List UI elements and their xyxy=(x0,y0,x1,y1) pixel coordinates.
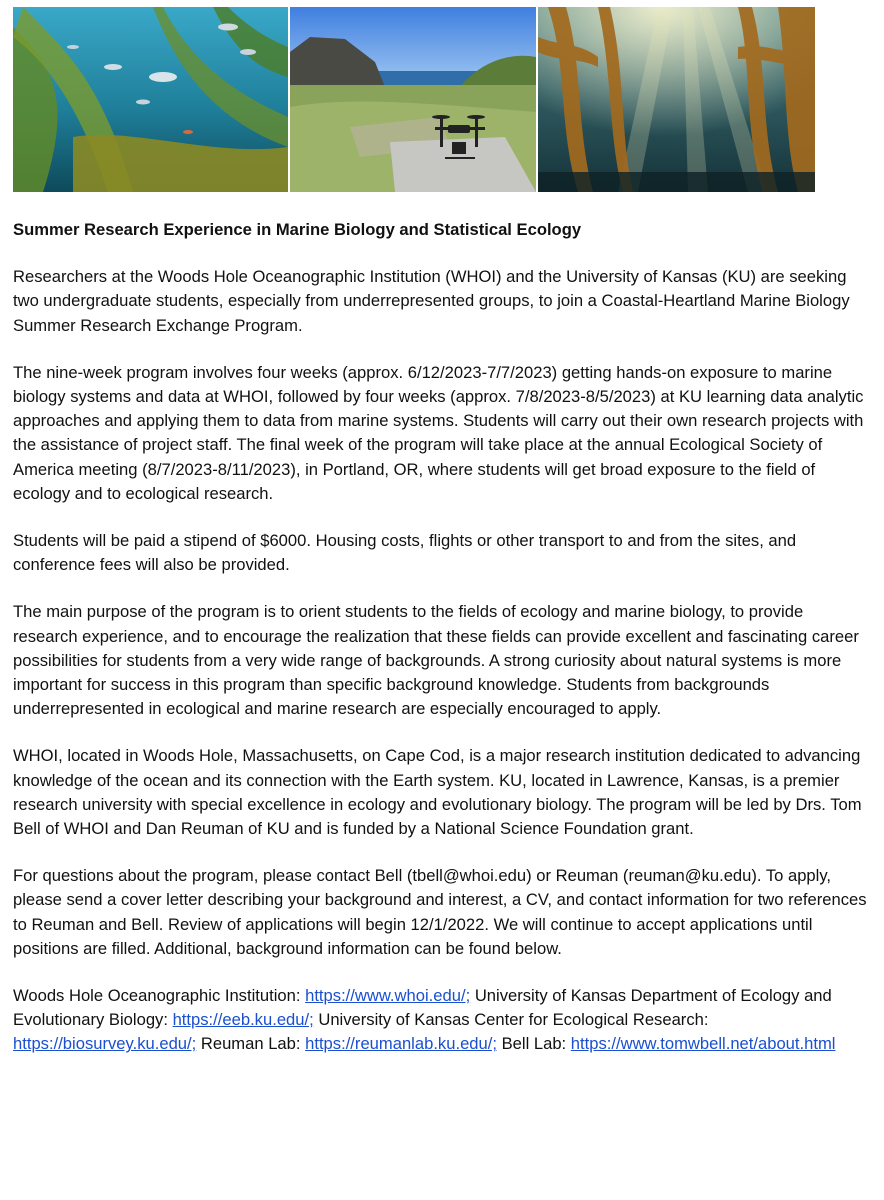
paragraph-stipend: Students will be paid a stipend of $6000. Housing costs, flights or other transport to and from the sites, and conference fees will also be provided. xyxy=(13,531,797,575)
link-bell-lab[interactable]: https://www.tomwbell.net/about.html xyxy=(570,1034,836,1054)
link-whoi[interactable]: https://www.whoi.edu/; xyxy=(305,986,471,1006)
links-paragraph xyxy=(13,984,871,1057)
kelp-forest-fish-photo xyxy=(13,7,288,192)
kelp-forest-sunrays-photo xyxy=(538,7,815,192)
paragraph-program-schedule: The nine-week program involves four weeks (approx. 6/12/2023-7/7/2023) getting hands-on exposure to marine biology systems and data at WHOI, followed by four weeks (approx. 7/8/2023-8/5/2023) at KU learning data analytic approaches and applying them to data from marine systems. Students will carry out their own research projects with the assistance of project staff. The final week of the program will take place at the annual Ecological Society of America meeting (8/7/2023-8/11/2023), in Portland, OR, where students will get broad exposure to the field of ecology and to ecological research. xyxy=(13,362,864,503)
paragraph-how-to-apply: For questions about the program, please contact Bell (tbell@whoi.edu) or Reuman (reuman@ku.edu). To apply, please send a cover letter describing your background and interest, a CV, and contact information for two references to Reuman and Bell. Review of applications will begin 12/1/2022. We will continue to accept applications until positions are filled. Additional, background information can be found below. xyxy=(13,866,867,958)
document-title: Summer Research Experience in Marine Biology and Statistical Ecology xyxy=(13,220,582,239)
links-text: Reuman Lab: xyxy=(196,1034,306,1054)
links-text: University of Kansas Department of Ecology and Evolutionary Biology: xyxy=(13,986,832,1030)
link-ku-biosurvey[interactable]: https://biosurvey.ku.edu/; xyxy=(13,1034,197,1054)
links-text: Woods Hole Oceanographic Institution: xyxy=(13,986,306,1006)
paragraph-purpose: The main purpose of the program is to orient students to the fields of ecology and marine biology, to provide research experience, and to encourage the realization that these fields can provide excellent and fascinating career possibilities for students from a very wide range of backgrounds. A strong curiosity about natural systems is more important for success in this program than specific background knowledge. Students from backgrounds underrepresented in ecological and marine research are especially encouraged to apply. xyxy=(13,602,859,719)
photo-banner xyxy=(13,7,815,192)
links-text: Bell Lab: xyxy=(496,1034,571,1054)
paragraph-intro: Researchers at the Woods Hole Oceanographic Institution (WHOI) and the University of Kansas (KU) are seeking two undergraduate students, especially from underrepresented groups, to join a Coastal-Heartland Marine Biology Summer Research Exchange Program. xyxy=(13,267,850,335)
link-reuman-lab[interactable]: https://reumanlab.ku.edu/; xyxy=(305,1034,497,1054)
paragraph-institutions: WHOI, located in Woods Hole, Massachusetts, on Cape Cod, is a major research institution dedicated to advancing knowledge of the ocean and its connection with the Earth system. KU, located in Lawrence, Kansas, is a premier research university with special excellence in ecology and evolutionary biology. The program will be led by Drs. Tom Bell of WHOI and Dan Reuman of KU and is funded by a National Science Foundation grant. xyxy=(13,746,862,839)
document-body xyxy=(13,218,871,1057)
drone-on-coastal-grass-photo xyxy=(290,7,536,192)
links-text: University of Kansas Center for Ecological Research: xyxy=(313,1010,709,1030)
link-ku-eeb[interactable]: https://eeb.ku.edu/; xyxy=(172,1010,314,1030)
